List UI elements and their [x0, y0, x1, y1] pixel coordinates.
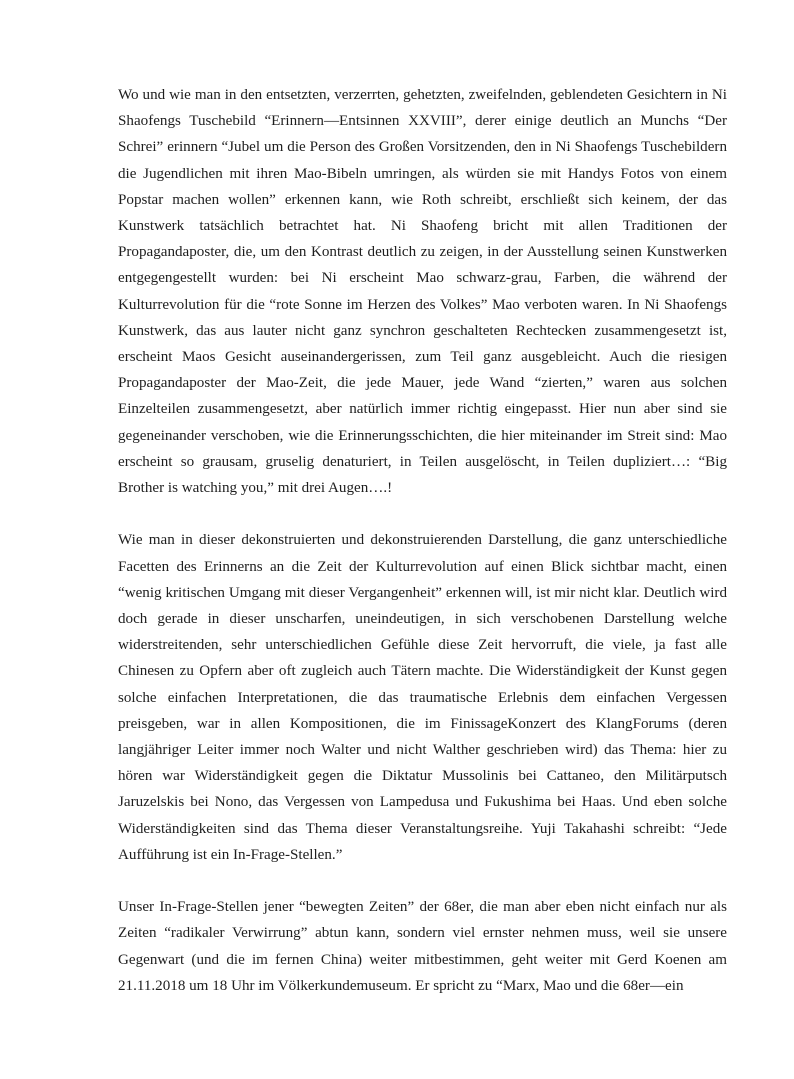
- body-text: [118, 82, 727, 999]
- paragraph-ni-shaofeng-artwork: Wo und wie man in den entsetzten, verzerrten, gehetzten, zweifelnden, geblendeten Gesichtern in Ni Shaofengs Tuschebild “Erinnern—Entsinnen XXVIII”, derer einige deutlich an Munchs “Der Schrei” erinnern “Jubel um die Person des Großen Vorsitzenden, den in Ni Shaofengs Tuschebildern die Jugendlichen mit ihren Mao-Bibeln umringen, als würden sie mit Handys Fotos von einem Popstar machen wollen” erkennen kann, wie Roth schreibt, erschließt sich keinem, der das Kunstwerk tatsächlich betrachtet hat. Ni Shaofeng bricht mit allen Traditionen der Propagandaposter, die, um den Kontrast deutlich zu zeigen, in der Ausstellung seinen Kunstwerken entgegengestellt wurden: bei Ni erscheint Mao schwarz-grau, Farben, die während der Kulturrevolution für die “rote Sonne im Herzen des Volkes” Mao verboten waren. In Ni Shaofengs Kunstwerk, das aus lauter nicht ganz synchron geschalteten Rechtecken zusammengesetzt ist, erscheint Maos Gesicht auseinandergerissen, zum Teil ganz ausgebleicht. Auch die riesigen Propagandaposter der Mao-Zeit, die jede Mauer, jede Wand “zierten,” waren aus solchen Einzelteilen zusammengesetzt, aber natürlich immer richtig eingepasst. Hier nun aber sind sie gegeneinander verschoben, wie die Erinnerungsschichten, die hier miteinander im Streit sind: Mao erscheint so grausam, gruselig denaturiert, in Teilen ausgelöscht, in Teilen dupliziert…: “Big Brother is watching you,” mit drei Augen….!: [118, 87, 727, 497]
- paragraph-deconstruction: Wie man in dieser dekonstruierten und dekonstruierenden Darstellung, die ganz unterschiedliche Facetten des Erinnerns an die Zeit der Kulturrevolution auf einen Blick sichtbar macht, einen “wenig kritischen Umgang mit dieser Vergangenheit” erkennen will, ist mir nicht klar. Deutlich wird doch gerade in dieser unscharfen, uneindeutigen, in sich verschobenen Darstellung welche widerstreitenden, sehr unterschiedlichen Gefühle diese Zeit hervorruft, die viele, ja fast alle Chinesen zu Opfern aber oft zugleich auch Tätern machte. Die Widerständigkeit der Kunst gegen solche einfachen Interpretationen, die das traumatische Erlebnis dem einfachen Vergessen preisgeben, war in allen Kompositionen, die im FinissageKonzert des KlangForums (deren langjähriger Leiter immer noch Walter und nicht Walther geschrieben wird) das Thema: hier zu hören war Widerständigkeit gegen die Diktatur Mussolinis bei Cattaneo, den Militärputsch Jaruzelskis bei Nono, das Vergessen von Lampedusa und Fukushima bei Haas. Und eben solche Widerständigkeiten sind das Thema dieser Veranstaltungsreihe. Yuji Takahashi schreibt: “Jede Aufführung ist ein In-Frage-Stellen.”: [118, 532, 727, 863]
- paragraph-event-announcement: Unser In-Frage-Stellen jener “bewegten Zeiten” der 68er, die man aber eben nicht einfach nur als Zeiten “radikaler Verwirrung” abtun kann, sondern viel ernster nehmen muss, weil sie unsere Gegenwart (und die im fernen China) weiter mitbestimmen, geht weiter mit Gerd Koenen am 21.11.2018 um 18 Uhr im Völkerkundemuseum. Er spricht zu “Marx, Mao und die 68er—ein: [118, 899, 727, 994]
